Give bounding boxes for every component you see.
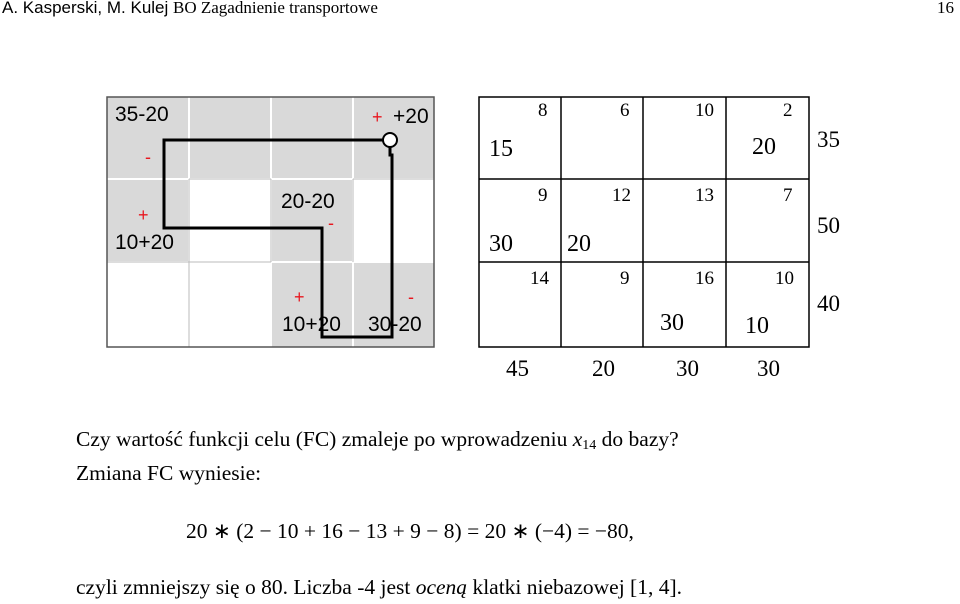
header-title: BO Zagadnienie transportowe bbox=[173, 0, 378, 17]
question-end: do bazy? bbox=[596, 427, 679, 451]
supply-row3: 40 bbox=[817, 291, 840, 316]
cost-r1c1: 8 bbox=[538, 100, 548, 121]
cost-r2c4: 7 bbox=[783, 185, 793, 206]
math-var: x bbox=[572, 427, 583, 451]
sign-minus-r1c1: - bbox=[145, 147, 151, 167]
cost-r2c2: 12 bbox=[612, 185, 631, 206]
sign-minus-r3c4: - bbox=[408, 287, 414, 307]
conclusion-emphasis: oceną bbox=[415, 575, 468, 599]
demand-col4: 30 bbox=[757, 356, 780, 381]
page-number: 16 bbox=[937, 0, 954, 17]
alloc-r3c4: 10 bbox=[745, 313, 769, 339]
cost-r3c3: 16 bbox=[695, 268, 714, 289]
demand-col3: 30 bbox=[676, 356, 699, 381]
conclusion-line bbox=[76, 575, 682, 600]
cost-r1c2: 6 bbox=[620, 100, 630, 121]
math-subscript: 14 bbox=[582, 438, 597, 453]
cell-label-r2c1: 10+20 bbox=[115, 231, 174, 254]
header-authors: A. Kasperski, M. Kulej bbox=[2, 0, 169, 17]
alloc-r1c1: 15 bbox=[489, 136, 513, 162]
demand-col1: 45 bbox=[506, 356, 529, 381]
entering-cell-marker bbox=[383, 133, 397, 147]
demand-col2: 20 bbox=[592, 356, 615, 381]
cost-r1c3: 10 bbox=[695, 100, 714, 121]
cell-label-r3c3: 10+20 bbox=[282, 313, 341, 336]
conclusion-text: czyli zmniejszy się o 80. Liczba -4 jest bbox=[76, 575, 416, 599]
alloc-r3c3: 30 bbox=[660, 310, 684, 336]
alloc-r2c1: 30 bbox=[489, 231, 513, 257]
sign-plus-r2c1: + bbox=[138, 205, 149, 225]
supply-row2: 50 bbox=[817, 213, 840, 238]
cost-r2c1: 9 bbox=[538, 185, 548, 206]
cost-r3c1: 14 bbox=[530, 268, 549, 289]
cell-label-r1c4: +20 bbox=[393, 105, 429, 128]
conclusion-end: klatki niebazowej [1, 4]. bbox=[467, 575, 682, 599]
cell-label-r2c3: 20-20 bbox=[281, 190, 335, 213]
question-line bbox=[76, 427, 679, 454]
cost-r3c4: 10 bbox=[775, 268, 794, 289]
cell-label-r1c1: 35-20 bbox=[115, 103, 169, 126]
cell-label-r3c4: 30-20 bbox=[368, 313, 422, 336]
question-text: Czy wartość funkcji celu (FC) zmaleje po wprowadzeniu bbox=[76, 427, 573, 451]
sign-minus-r2c3: - bbox=[328, 213, 334, 233]
alloc-r2c2: 20 bbox=[567, 231, 591, 257]
equation: 20 ∗ (2 − 10 + 16 − 13 + 9 − 8) = 20 ∗ (−4) = −80, bbox=[186, 519, 634, 543]
cost-r1c4: 2 bbox=[783, 100, 793, 121]
supply-row1: 35 bbox=[817, 127, 840, 152]
cost-r3c2: 9 bbox=[620, 268, 630, 289]
cost-r2c3: 13 bbox=[695, 185, 714, 206]
alloc-r1c4: 20 bbox=[752, 134, 776, 160]
fc-change-line: Zmiana FC wyniesie: bbox=[76, 461, 262, 485]
sign-plus-r3c3: + bbox=[294, 287, 305, 307]
sign-plus-r1c4: + bbox=[372, 107, 383, 127]
